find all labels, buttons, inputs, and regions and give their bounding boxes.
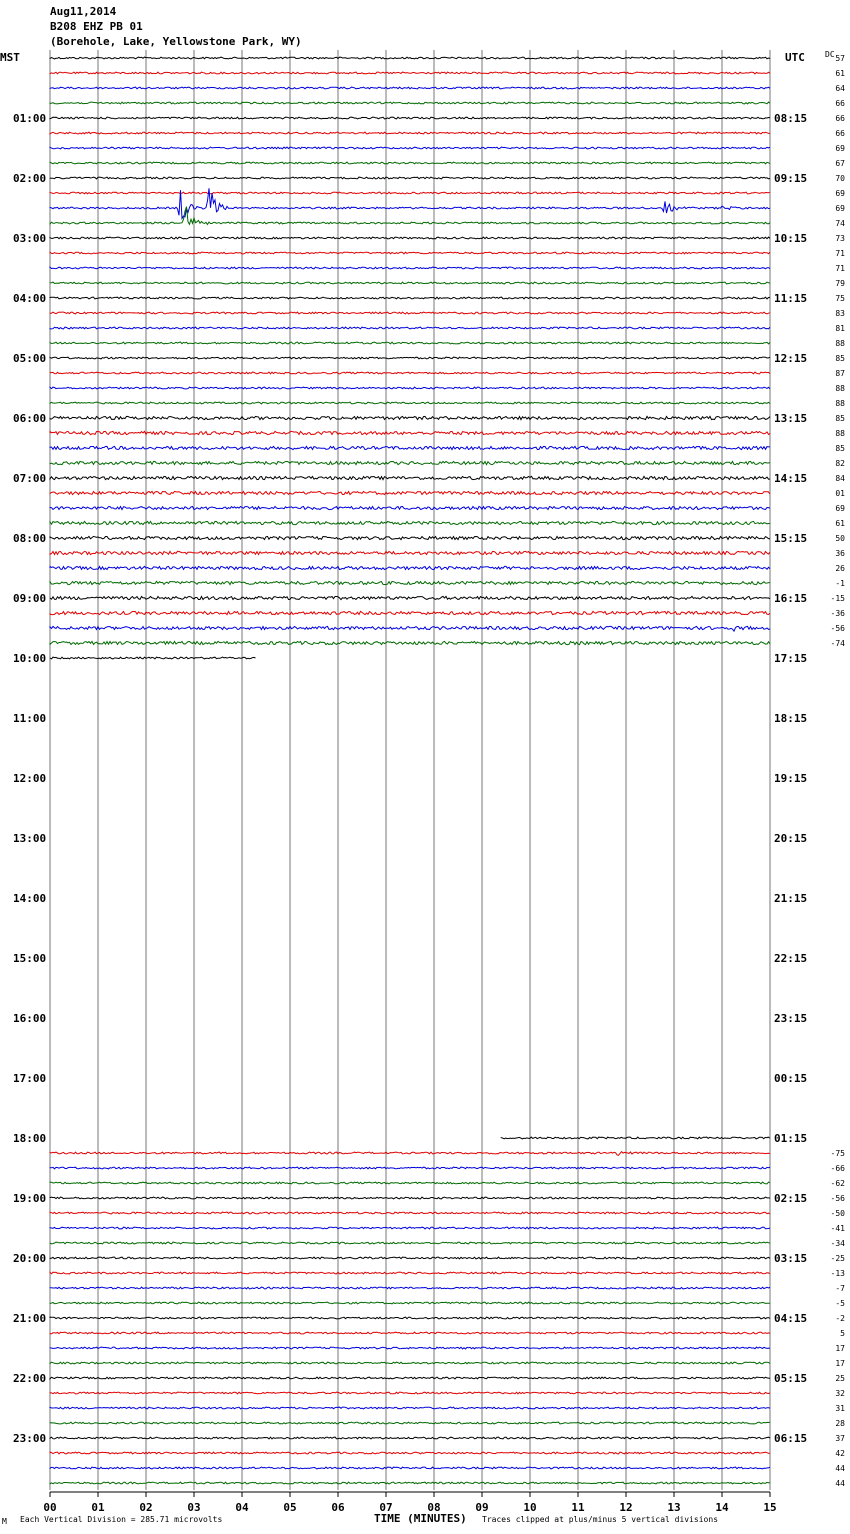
trace-row-9 <box>50 192 770 194</box>
utc-label: 04:15 <box>774 1312 808 1325</box>
header-date: Aug11,2014 <box>50 5 117 18</box>
trace-row-1 <box>50 72 770 74</box>
dc-offset: 71 <box>835 264 845 273</box>
mst-label: 07:00 <box>13 472 47 485</box>
trace-row-16 <box>50 297 770 299</box>
dc-offset: 87 <box>835 369 845 378</box>
trace-row-23 <box>50 402 770 404</box>
dc-offset: -56 <box>830 1194 845 1203</box>
dc-offset: 75 <box>835 294 845 303</box>
trace-row-8 <box>50 177 770 179</box>
trace-row-2 <box>50 87 770 89</box>
dc-offset: -25 <box>830 1254 845 1263</box>
dc-offset: -5 <box>835 1299 845 1308</box>
x-tick-label: 05 <box>283 1501 297 1514</box>
utc-label: 02:15 <box>774 1192 808 1205</box>
trace-row-89 <box>50 1392 770 1394</box>
dc-offset: -74 <box>830 639 845 648</box>
dc-offset: 28 <box>835 1419 845 1428</box>
x-axis <box>43 1492 776 1514</box>
trace-row-33 <box>50 551 770 554</box>
dc-offset: -50 <box>830 1209 845 1218</box>
dc-offset: 79 <box>835 279 845 288</box>
x-tick-label: 09 <box>475 1501 489 1514</box>
trace-row-20 <box>50 357 770 359</box>
dc-offset: -15 <box>830 594 845 603</box>
x-tick-label: 02 <box>139 1501 153 1514</box>
x-tick-label: 12 <box>619 1501 633 1514</box>
dc-offset: 17 <box>835 1359 845 1368</box>
dc-offset: 50 <box>835 534 845 543</box>
mst-label: 04:00 <box>13 292 47 305</box>
dc-offset: 69 <box>835 189 845 198</box>
trace-row-35 <box>50 581 770 584</box>
trace-row-12 <box>50 237 770 239</box>
dc-offset: 88 <box>835 429 845 438</box>
trace-row-25 <box>50 431 770 434</box>
trace-row-91 <box>50 1422 770 1424</box>
x-tick-label: 14 <box>715 1501 729 1514</box>
trace-row-79 <box>50 1242 770 1244</box>
trace-row-31 <box>50 521 770 524</box>
mst-label: 03:00 <box>13 232 47 245</box>
trace-row-32 <box>50 536 770 539</box>
dc-offset: 82 <box>835 459 845 468</box>
trace-row-28 <box>50 476 770 479</box>
utc-label: 12:15 <box>774 352 808 365</box>
mst-label: 05:00 <box>13 352 47 365</box>
dc-offset: -41 <box>830 1224 845 1233</box>
dc-offset: 37 <box>835 1434 845 1443</box>
dc-offset: 85 <box>835 414 845 423</box>
dc-offset: -36 <box>830 609 845 618</box>
dc-offset: 32 <box>835 1389 845 1398</box>
dc-offset: 36 <box>835 549 845 558</box>
clip-text: Traces clipped at plus/minus 5 vertical divisions <box>482 1515 719 1524</box>
left-timezone-label: MST <box>0 51 20 64</box>
utc-label: 03:15 <box>774 1252 808 1265</box>
trace-row-90 <box>50 1407 770 1409</box>
trace-row-73 <box>50 1152 770 1156</box>
mst-label: 15:00 <box>13 952 47 965</box>
dc-offset: 26 <box>835 564 845 573</box>
mst-hour-labels <box>13 112 46 1445</box>
trace-row-18 <box>50 327 770 329</box>
dc-label: DC <box>825 50 835 59</box>
dc-offset: 69 <box>835 204 845 213</box>
trace-row-82 <box>50 1287 770 1289</box>
trace-row-75 <box>50 1182 770 1184</box>
x-tick-label: 08 <box>427 1501 441 1514</box>
trace-row-34 <box>50 566 770 569</box>
utc-label: 21:15 <box>774 892 808 905</box>
x-tick-label: 07 <box>379 1501 393 1514</box>
dc-offset: 25 <box>835 1374 845 1383</box>
trace-row-76 <box>50 1197 770 1199</box>
seismic-traces <box>50 57 770 1484</box>
dc-offset: -75 <box>830 1149 845 1158</box>
trace-row-85 <box>50 1332 770 1334</box>
mst-label: 09:00 <box>13 592 47 605</box>
trace-row-38 <box>50 626 770 631</box>
dc-offset: 31 <box>835 1404 845 1413</box>
trace-row-3 <box>50 102 770 104</box>
dc-offset: 66 <box>835 99 845 108</box>
trace-row-30 <box>50 506 770 509</box>
trace-row-6 <box>50 147 770 149</box>
dc-offset: 88 <box>835 384 845 393</box>
dc-offset: 61 <box>835 519 845 528</box>
utc-label: 05:15 <box>774 1372 808 1385</box>
mst-label: 06:00 <box>13 412 47 425</box>
trace-row-77 <box>50 1212 770 1214</box>
dc-offset: 66 <box>835 129 845 138</box>
x-tick-label: 15 <box>763 1501 777 1514</box>
utc-label: 17:15 <box>774 652 808 665</box>
x-axis-label: TIME (MINUTES) <box>374 1512 467 1525</box>
utc-label: 18:15 <box>774 712 808 725</box>
dc-offset: 84 <box>835 474 845 483</box>
dc-offset: 64 <box>835 84 845 93</box>
header-location: (Borehole, Lake, Yellowstone Park, WY) <box>50 35 302 48</box>
dc-offset: 88 <box>835 339 845 348</box>
trace-row-74 <box>50 1167 770 1169</box>
x-tick-label: 00 <box>43 1501 57 1514</box>
mst-label: 02:00 <box>13 172 47 185</box>
mst-label: 23:00 <box>13 1432 47 1445</box>
dc-offset: 73 <box>835 234 845 243</box>
utc-label: 08:15 <box>774 112 808 125</box>
dc-offset: 66 <box>835 114 845 123</box>
trace-row-14 <box>50 267 770 269</box>
corner-mark: M <box>2 1517 7 1526</box>
trace-row-27 <box>50 461 770 464</box>
mst-label: 10:00 <box>13 652 47 665</box>
mst-label: 08:00 <box>13 532 47 545</box>
dc-offset: 69 <box>835 144 845 153</box>
trace-row-17 <box>50 312 770 314</box>
dc-offset: 5 <box>840 1329 845 1338</box>
trace-row-0 <box>50 57 770 59</box>
trace-row-21 <box>50 372 770 374</box>
trace-row-80 <box>50 1257 770 1259</box>
minute-gridlines <box>50 50 770 1490</box>
utc-label: 15:15 <box>774 532 808 545</box>
dc-offset: -7 <box>835 1284 845 1293</box>
trace-row-83 <box>50 1302 770 1304</box>
x-tick-label: 06 <box>331 1501 345 1514</box>
dc-offset: -1 <box>835 579 845 588</box>
x-tick-label: 04 <box>235 1501 249 1514</box>
trace-row-5 <box>50 132 770 134</box>
x-tick-label: 03 <box>187 1501 201 1514</box>
x-tick-label: 11 <box>571 1501 585 1514</box>
trace-row-7 <box>50 162 770 164</box>
mst-label: 12:00 <box>13 772 47 785</box>
dc-offset: -66 <box>830 1164 845 1173</box>
trace-row-40 <box>50 657 256 659</box>
trace-row-78 <box>50 1227 770 1229</box>
dc-offset: 83 <box>835 309 845 318</box>
utc-label: 22:15 <box>774 952 808 965</box>
trace-row-22 <box>50 387 770 389</box>
x-tick-label: 13 <box>667 1501 681 1514</box>
trace-row-36 <box>50 596 770 599</box>
dc-offset: -34 <box>830 1239 845 1248</box>
x-tick-label: 10 <box>523 1501 537 1514</box>
mst-label: 21:00 <box>13 1312 47 1325</box>
utc-label: 00:15 <box>774 1072 808 1085</box>
trace-row-37 <box>50 611 770 614</box>
utc-label: 11:15 <box>774 292 808 305</box>
trace-row-94 <box>50 1467 770 1469</box>
utc-label: 01:15 <box>774 1132 808 1145</box>
dc-offset: 85 <box>835 354 845 363</box>
header-station: B208 EHZ PB 01 <box>50 20 143 33</box>
trace-row-92 <box>50 1437 770 1439</box>
right-timezone-label: UTC <box>785 51 805 64</box>
trace-row-4 <box>50 117 770 119</box>
dc-offset: 01 <box>835 489 845 498</box>
trace-row-39 <box>50 641 770 644</box>
mst-label: 13:00 <box>13 832 47 845</box>
dc-offset: -2 <box>835 1314 845 1323</box>
mst-label: 19:00 <box>13 1192 47 1205</box>
dc-offset: -13 <box>830 1269 845 1278</box>
scale-text: Each Vertical Division = 285.71 microvolts <box>20 1515 223 1524</box>
dc-offset: 44 <box>835 1464 845 1473</box>
dc-offset: 85 <box>835 444 845 453</box>
mst-label: 11:00 <box>13 712 47 725</box>
mst-label: 18:00 <box>13 1132 47 1145</box>
utc-label: 10:15 <box>774 232 808 245</box>
utc-label: 16:15 <box>774 592 808 605</box>
dc-offset: 88 <box>835 399 845 408</box>
trace-row-95 <box>50 1482 770 1484</box>
utc-label: 13:15 <box>774 412 808 425</box>
mst-label: 17:00 <box>13 1072 47 1085</box>
trace-row-84 <box>50 1317 770 1319</box>
trace-row-15 <box>50 282 770 284</box>
utc-hour-labels <box>774 112 807 1445</box>
utc-label: 20:15 <box>774 832 808 845</box>
dc-offset: 70 <box>835 174 845 183</box>
dc-offset: -56 <box>830 624 845 633</box>
utc-label: 14:15 <box>774 472 808 485</box>
dc-offset: 61 <box>835 69 845 78</box>
trace-row-93 <box>50 1452 770 1454</box>
dc-offset: 42 <box>835 1449 845 1458</box>
dc-offset: 71 <box>835 249 845 258</box>
dc-offset: 74 <box>835 219 845 228</box>
dc-offset: 44 <box>835 1479 845 1488</box>
utc-label: 19:15 <box>774 772 808 785</box>
dc-offset: 69 <box>835 504 845 513</box>
dc-offset: 81 <box>835 324 845 333</box>
trace-row-13 <box>50 252 770 254</box>
trace-row-19 <box>50 342 770 344</box>
utc-label: 09:15 <box>774 172 808 185</box>
dc-offset: 57 <box>835 54 845 63</box>
mst-label: 22:00 <box>13 1372 47 1385</box>
mst-label: 20:00 <box>13 1252 47 1265</box>
dc-offset: 67 <box>835 159 845 168</box>
mst-label: 16:00 <box>13 1012 47 1025</box>
mst-label: 14:00 <box>13 892 47 905</box>
trace-row-81 <box>50 1272 770 1274</box>
trace-row-87 <box>50 1362 770 1364</box>
mst-label: 01:00 <box>13 112 47 125</box>
trace-row-24 <box>50 416 770 419</box>
dc-offset: 17 <box>835 1344 845 1353</box>
utc-label: 23:15 <box>774 1012 808 1025</box>
dc-offset-labels <box>831 54 846 1488</box>
dc-offset: -62 <box>830 1179 845 1188</box>
trace-row-29 <box>50 491 770 494</box>
trace-row-86 <box>50 1347 770 1349</box>
trace-row-88 <box>50 1377 770 1379</box>
trace-row-26 <box>50 446 770 449</box>
trace-row-72 <box>501 1137 770 1139</box>
utc-label: 06:15 <box>774 1432 808 1445</box>
x-tick-label: 01 <box>91 1501 105 1514</box>
